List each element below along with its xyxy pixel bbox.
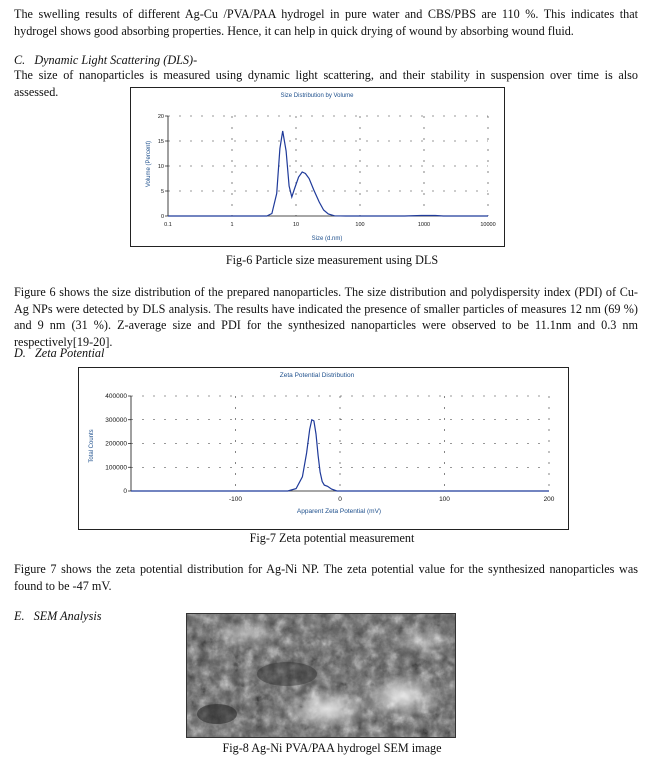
figure-zeta-chart — [78, 367, 569, 530]
figure-caption-7: Fig-7 Zeta potential measurement — [249, 531, 415, 545]
section-letter: E. — [14, 609, 25, 623]
y-tick-label: 100000 — [105, 464, 127, 472]
y-tick-label: 0 — [123, 488, 127, 495]
y-tick-label: 200000 — [105, 440, 127, 448]
sem-image-picture — [187, 614, 455, 737]
section-title: Zeta Potential — [35, 346, 105, 360]
section-letter: D. — [14, 346, 26, 360]
x-tick-label: 0.1 — [164, 222, 172, 228]
y-axis-label: Volume (Percent) — [146, 140, 152, 188]
y-tick-label: 5 — [160, 189, 164, 195]
x-tick-label: 100 — [439, 496, 450, 503]
dls-chart-svg — [131, 88, 504, 246]
x-tick-label: 0 — [338, 496, 342, 503]
x-axis-label: Size (d.nm) — [311, 236, 343, 242]
section-letter: C. — [14, 53, 26, 67]
section-heading-zeta — [14, 346, 104, 361]
chart-title: Size Distribution by Volume — [280, 93, 354, 99]
y-tick-label: 0 — [160, 214, 164, 220]
x-axis-label: Apparent Zeta Potential (mV) — [296, 508, 382, 515]
paragraph-dls-results: Figure 6 shows the size distribution of the prepared nanoparticles. The size distribution and polydispersity index (PDI) of Cu-Ag NPs were detected by DLS analysis. The results have indicated the presence of smaller particles of measures 12 nm (69 %) and 9 nm (31 %). Z-average size and PDI for the synthesized nanoparticles were observed to be 11.1nm and 0.3 nm respectively[19-20]. — [14, 285, 638, 349]
section-title: SEM Analysis — [33, 609, 102, 623]
y-tick-label: 15 — [157, 139, 164, 145]
x-tick-label: 100 — [355, 222, 365, 228]
section-heading-dls — [14, 53, 197, 68]
paragraph-dls-intro: The size of nanoparticles is measured using dynamic light scattering, and their stability in suspension over time is also assessed. — [14, 68, 638, 99]
x-tick-label: 10000 — [480, 222, 496, 228]
y-axis-label: Total Counts — [89, 429, 95, 463]
x-tick-label: 1 — [230, 222, 234, 228]
paragraph-swelling: The swelling results of different Ag-Cu /PVA/PAA hydrogel in pure water and CBS/PBS are 110 %. This indicates that hydrogel shows good absorbing properties. Hence, it can help in quick drying of wound by absorbing wound fluid. — [14, 7, 638, 38]
y-tick-label: 300000 — [105, 416, 127, 424]
y-tick-label: 400000 — [105, 393, 127, 400]
figure-dls-chart — [130, 87, 505, 247]
x-tick-label: 1000 — [417, 222, 431, 228]
size-distribution-series-line — [168, 131, 488, 216]
section-title: Dynamic Light Scattering (DLS)- — [34, 53, 198, 67]
y-tick-label: 10 — [157, 164, 164, 170]
figure-caption-8: Fig-8 Ag-Ni PVA/PAA hydrogel SEM image — [222, 741, 442, 755]
x-tick-label: 200 — [543, 496, 555, 503]
chart-title: Zeta Potential Distribution — [279, 372, 355, 379]
figure-caption-6: Fig-6 Particle size measurement using DLS — [225, 253, 439, 267]
y-tick-label: 20 — [157, 114, 164, 120]
zeta-chart-svg — [79, 368, 568, 529]
sem-image — [186, 613, 456, 738]
x-tick-label: -100 — [228, 496, 243, 503]
paragraph-zeta-results: Figure 7 shows the zeta potential distribution for Ag-Ni NP. The zeta potential value for the synthesized nanoparticles was found to be -47 mV. — [14, 562, 638, 593]
section-heading-sem — [14, 609, 101, 624]
x-tick-label: 10 — [292, 222, 300, 228]
